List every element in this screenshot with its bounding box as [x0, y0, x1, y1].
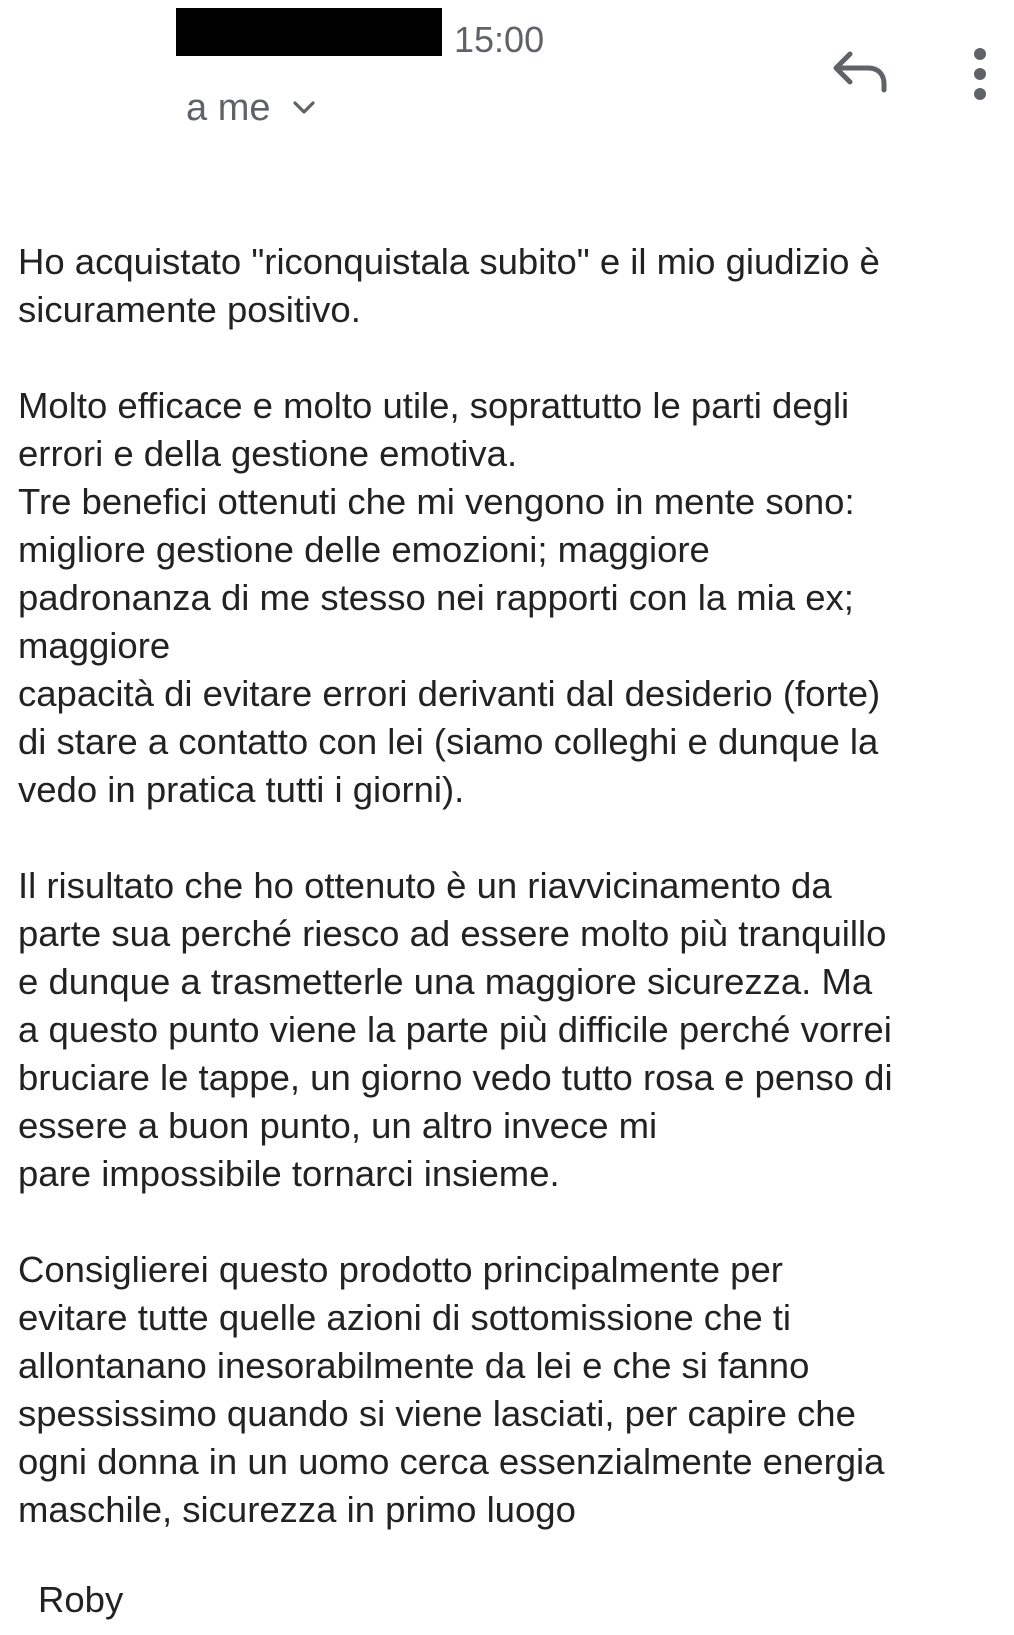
text-line: essere a buon punto, un altro invece mi [18, 1105, 658, 1146]
text-line: Consiglierei questo prodotto principalmente per [18, 1249, 783, 1290]
text-line: maschile, sicurezza in primo luogo [18, 1489, 576, 1530]
message-body [18, 238, 1008, 1534]
text-line: evitare tutte quelle azioni di sottomissione che ti [18, 1297, 792, 1338]
text-line: Tre benefici ottenuti che mi vengono in mente sono: [18, 481, 855, 522]
text-line: errori e della gestione emotiva. [18, 433, 518, 474]
reply-icon [828, 87, 892, 104]
text-line: ogni donna in un uomo cerca essenzialmente energia [18, 1441, 885, 1482]
text-line: migliore gestione delle emozioni; maggiore [18, 529, 710, 570]
text-line: sicuramente positivo. [18, 289, 361, 330]
text-line: pare impossibile tornarci insieme. [18, 1153, 560, 1194]
text-line: Ho acquistato "riconquistala subito" e il mio giudizio è [18, 241, 880, 282]
text-line: parte sua perché riesco ad essere molto più tranquillo [18, 913, 887, 954]
text-line: Il risultato che ho ottenuto è un riavvicinamento da [18, 865, 832, 906]
text-line: capacità di evitare errori derivanti dal desiderio (forte) [18, 673, 881, 714]
reply-button[interactable] [828, 44, 892, 100]
signature: Roby [38, 1579, 124, 1620]
text-line: allontanano inesorabilmente da lei e che si fanno [18, 1345, 810, 1386]
more-vert-icon [960, 115, 1000, 132]
text-line: spessissimo quando si viene lasciati, per capire che [18, 1393, 856, 1434]
text-line: padronanza di me stesso nei rapporti con la mia ex; [18, 577, 854, 618]
text-line: di stare a contatto con lei (siamo colleghi e dunque la [18, 721, 879, 762]
recipient-label: a me [186, 87, 271, 129]
text-line: maggiore [18, 625, 171, 666]
text-line: Molto efficace e molto utile, soprattutto le parti degli [18, 385, 850, 426]
text-line: a questo punto viene la parte più difficile perché vorrei [18, 1009, 892, 1050]
text-line: bruciare le tappe, un giorno vedo tutto rosa e penso di [18, 1057, 893, 1098]
message-paragraph-1 [18, 238, 1008, 334]
message-header [0, 0, 1014, 140]
text-line: e dunque a trasmetterle una maggiore sicurezza. Ma [18, 961, 873, 1002]
chevron-down-icon [290, 94, 318, 122]
more-options-button[interactable] [960, 44, 1000, 128]
message-paragraph-2 [18, 382, 1008, 814]
recipient-details-toggle[interactable] [186, 84, 318, 132]
message-paragraph-3 [18, 862, 1008, 1198]
text-line: vedo in pratica tutti i giorni). [18, 769, 465, 810]
message-time: 15:00 [454, 19, 545, 60]
message-paragraph-4 [18, 1246, 1008, 1534]
sender-name-redacted [176, 8, 442, 56]
